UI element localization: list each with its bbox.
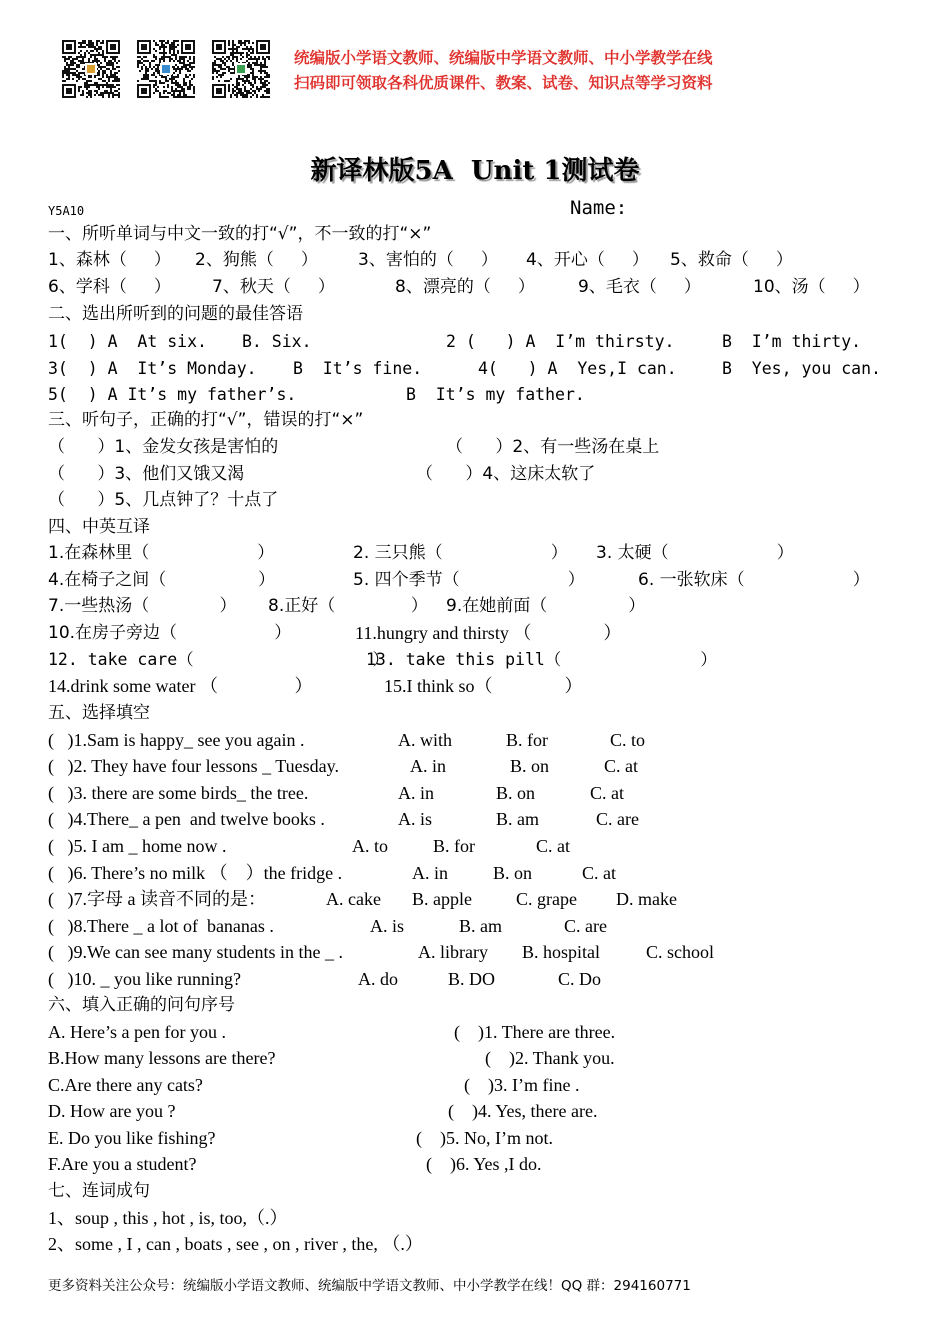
- option: B. Six.: [242, 332, 312, 351]
- choice-question: ( )2. They have four lessons _ Tuesday.: [48, 756, 339, 776]
- name-label: Name:: [570, 197, 628, 219]
- option: B It’s my father.: [406, 385, 585, 404]
- item: 8、漂亮的（ ）: [395, 277, 535, 297]
- choice-option: A. in: [412, 863, 448, 883]
- translate-item: 13. take this pill（ ）: [366, 650, 717, 669]
- choice-option: A. in: [398, 783, 434, 803]
- qr-code-icon: [137, 40, 195, 98]
- translate-item: 1.在森林里（ ）: [48, 543, 275, 563]
- translate-item: 3. 太硬（ ）: [596, 543, 794, 563]
- statement: （ ）4、这床太软了: [416, 464, 596, 484]
- qr-code-2: [137, 40, 195, 98]
- choice-option: A. is: [370, 916, 405, 936]
- qr-code-1: [62, 40, 120, 98]
- statement: （ ）1、金发女孩是害怕的: [48, 437, 279, 457]
- qr-code-3: [212, 40, 270, 98]
- translate-item: 2. 三只熊（ ）: [353, 543, 568, 563]
- choice-question: ( )5. I am _ home now .: [48, 836, 227, 856]
- match-question: A. Here’s a pen for you .: [48, 1022, 226, 1042]
- item: 5、救命（ ）: [670, 250, 793, 270]
- choice-question: ( )10. _ you like running?: [48, 969, 241, 989]
- statement: （ ）2、有一些汤在桌上: [446, 437, 660, 457]
- section-5-heading: 五、选择填空: [48, 703, 150, 723]
- choice-option: C. grape: [516, 889, 577, 909]
- choice-option: C. Do: [558, 969, 602, 989]
- choice-option: C. school: [646, 942, 715, 962]
- choice-option: B. on: [510, 756, 550, 776]
- match-question: B.How many lessons are there?: [48, 1048, 276, 1068]
- section-1-heading: 一、所听单词与中文一致的打“√”，不一致的打“×”: [48, 224, 432, 244]
- choice-option: A. do: [358, 969, 398, 989]
- choice-option: C. at: [590, 783, 624, 803]
- item: 7、秋天（ ）: [212, 277, 335, 297]
- translate-item: 12. take care（ ）: [48, 650, 389, 669]
- statement: （ ）3、他们又饿又渴: [48, 464, 245, 484]
- qr-code-icon: [212, 40, 270, 98]
- choice-option: C. to: [610, 730, 646, 750]
- choice-option: B. hospital: [522, 942, 601, 962]
- item: 3、害怕的（ ）: [358, 250, 498, 270]
- translate-item: 5. 四个季节（ ）: [353, 570, 585, 590]
- match-question: E. Do you like fishing?: [48, 1128, 216, 1148]
- item: 10、汤（ ）: [753, 277, 870, 297]
- choice-option: A. cake: [326, 889, 381, 909]
- choice-option: A. in: [410, 756, 446, 776]
- match-question: D. How are you ?: [48, 1101, 176, 1121]
- item: 9、毛衣（ ）: [578, 277, 701, 297]
- match-answer: ( )3. I’m fine .: [464, 1075, 580, 1095]
- translate-item: 9.在她前面（ ）: [446, 596, 646, 616]
- page-title: 新译林版5A Unit 1测试卷: [310, 156, 640, 186]
- choice-question: ( )9.We can see many students in the _ .: [48, 942, 343, 962]
- choice-option: C. at: [536, 836, 570, 856]
- qr-code-icon: [62, 40, 120, 98]
- translate-item: 15.I think so（ ）: [384, 676, 583, 696]
- section-7-line-2: 2、some , I , can , boats , see , on , river , the, （.）: [48, 1234, 423, 1254]
- section-6-heading: 六、填入正确的问句序号: [48, 995, 235, 1015]
- choice-question: ( )3. there are some birds_ the tree.: [48, 783, 309, 803]
- footer-note: 更多资料关注公众号：统编版小学语文教师、统编版中学语文教师、中小学教学在线！QQ 群：294160771: [48, 1278, 691, 1294]
- choice-question: ( )8.There _ a lot of bananas .: [48, 916, 274, 936]
- translate-item: 4.在椅子之间（ ）: [48, 570, 276, 590]
- translate-item: 8.正好（ ）: [268, 596, 428, 616]
- item: 2、狗熊（ ）: [195, 250, 318, 270]
- section-7-line-1: 1、soup , this , hot , is, too,（.）: [48, 1208, 288, 1228]
- choice-option: C. at: [604, 756, 638, 776]
- translate-item: 11.hungry and thirsty （ ）: [355, 623, 622, 643]
- match-answer: ( )4. Yes, there are.: [448, 1101, 598, 1121]
- choice-option: A. with: [398, 730, 452, 750]
- option: 1( ) A At six.: [48, 332, 207, 351]
- match-answer: ( )2. Thank you.: [485, 1048, 615, 1068]
- choice-option: B. DO: [448, 969, 496, 989]
- translate-item: 10.在房子旁边（ ）: [48, 623, 292, 643]
- item: 6、学科（ ）: [48, 277, 171, 297]
- choice-option: A. is: [398, 809, 433, 829]
- choice-option: B. apple: [412, 889, 472, 909]
- banner-line-2: 扫码即可领取各科优质课件、教案、试卷、知识点等学习资料: [294, 74, 713, 92]
- option: 3( ) A It’s Monday.: [48, 359, 257, 378]
- choice-option: C. are: [564, 916, 607, 936]
- choice-option: B. am: [496, 809, 539, 829]
- match-answer: ( )1. There are three.: [454, 1022, 616, 1042]
- option: 4( ) A Yes,I can.: [478, 359, 677, 378]
- translate-item: 6. 一张软床（ ）: [638, 570, 870, 590]
- item: 1、森林（ ）: [48, 250, 171, 270]
- choice-question: ( )6. There’s no milk （ ）the fridge .: [48, 863, 343, 883]
- section-3-heading: 三、听句子，正确的打“√”，错误的打“×”: [48, 410, 364, 430]
- option: 5( ) A It’s my father’s.: [48, 385, 297, 404]
- choice-question: ( )4.There_ a pen and twelve books .: [48, 809, 325, 829]
- option: B I’m thirty.: [722, 332, 862, 351]
- choice-option: B. on: [493, 863, 533, 883]
- choice-option: C. are: [596, 809, 639, 829]
- match-answer: ( )6. Yes ,I do.: [426, 1154, 542, 1174]
- choice-option: A. library: [418, 942, 488, 962]
- choice-option: A. to: [352, 836, 388, 856]
- choice-option: B. on: [496, 783, 536, 803]
- match-answer: ( )5. No, I’m not.: [416, 1128, 553, 1148]
- choice-option: B. am: [459, 916, 502, 936]
- section-4-heading: 四、中英互译: [48, 517, 150, 537]
- banner-line-1: 统编版小学语文教师、统编版中学语文教师、中小学教学在线: [294, 49, 713, 67]
- item: 4、开心（ ）: [526, 250, 649, 270]
- section-2-heading: 二、选出所听到的问题的最佳答语: [48, 304, 303, 324]
- choice-option: B. for: [433, 836, 475, 856]
- option: 2 ( ) A I’m thirsty.: [446, 332, 675, 351]
- option: B It’s fine.: [293, 359, 423, 378]
- match-question: C.Are there any cats?: [48, 1075, 203, 1095]
- statement: （ ）5、几点钟了？十点了: [48, 490, 279, 510]
- choice-option: B. for: [506, 730, 548, 750]
- translate-item: 14.drink some water （ ）: [48, 676, 313, 696]
- paper-code: Y5A10: [48, 204, 85, 218]
- translate-item: 7.一些热汤（ ）: [48, 596, 237, 616]
- choice-question: ( )1.Sam is happy_ see you again .: [48, 730, 305, 750]
- choice-question: ( )7.字母 a 读音不同的是：: [48, 889, 266, 909]
- choice-option: C. at: [582, 863, 616, 883]
- option: B Yes, you can.: [722, 359, 881, 378]
- choice-option: D. make: [616, 889, 677, 909]
- section-7-heading: 七、连词成句: [48, 1181, 150, 1201]
- match-question: F.Are you a student?: [48, 1154, 197, 1174]
